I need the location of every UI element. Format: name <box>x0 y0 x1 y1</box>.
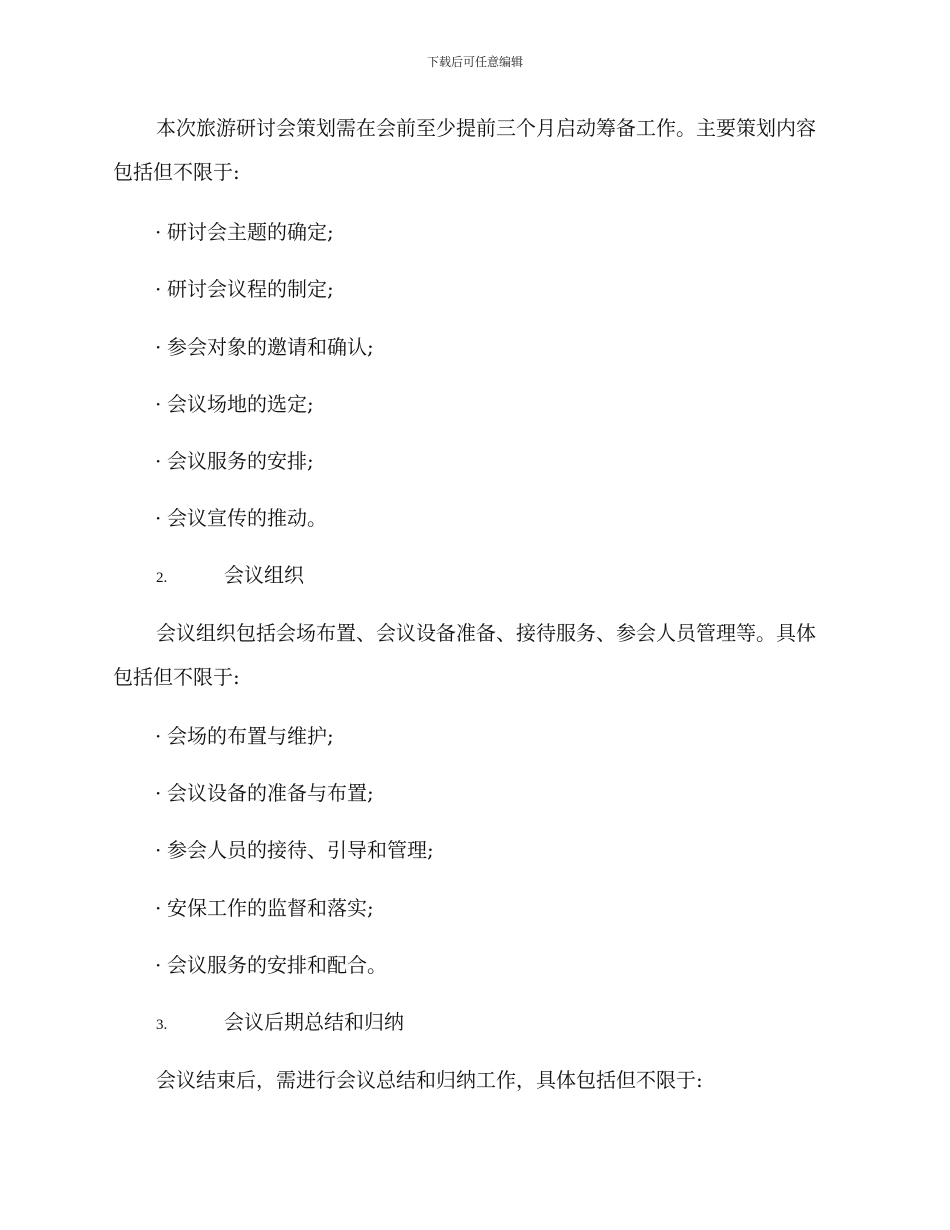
intro-paragraph <box>113 106 833 194</box>
bullet-marker: · <box>155 896 162 920</box>
list-item-text: 会议服务的安排; <box>167 449 314 473</box>
section-paragraph <box>113 1058 833 1102</box>
list-item <box>155 503 327 533</box>
section-heading <box>156 1007 404 1040</box>
list-item <box>155 835 434 865</box>
list-item-text: 会议场地的选定; <box>167 392 314 416</box>
section-paragraph-text: 会议组织包括会场布置、会议设备准备、接待服务、参会人员管理等。具体包括但不限于: <box>113 621 816 689</box>
list-item <box>155 389 314 419</box>
list-item <box>155 893 374 923</box>
list-item-text: 参会人员的接待、引导和管理; <box>167 838 434 862</box>
list-item-text: 会场的布置与维护; <box>167 724 334 748</box>
section-paragraph-text: 会议结束后，需进行会议总结和归纳工作，具体包括但不限于: <box>156 1068 703 1092</box>
section-number: 2. <box>156 570 168 586</box>
list-item <box>155 446 314 476</box>
bullet-marker: · <box>155 449 162 473</box>
list-item <box>155 217 334 247</box>
bullet-marker: · <box>155 781 162 805</box>
section-number: 3. <box>156 1017 168 1033</box>
bullet-marker: · <box>155 392 162 416</box>
bullet-marker: · <box>155 838 162 862</box>
intro-text: 本次旅游研讨会策划需在会前至少提前三个月启动筹备工作。主要策划内容包括但不限于: <box>113 116 816 184</box>
list-item-text: 会议宣传的推动。 <box>167 506 327 530</box>
bullet-marker: · <box>155 506 162 530</box>
bullet-marker: · <box>155 220 162 244</box>
section-heading <box>156 560 304 593</box>
list-item <box>155 332 374 362</box>
page-header: 下载后可任意编辑 <box>426 55 523 69</box>
list-item-text: 会议设备的准备与布置; <box>167 781 374 805</box>
list-item-text: 研讨会议程的制定; <box>167 277 334 301</box>
section-paragraph <box>113 611 833 699</box>
list-item-text: 参会对象的邀请和确认; <box>167 335 374 359</box>
list-item <box>155 274 334 304</box>
section-title: 会议后期总结和归纳 <box>224 1010 404 1034</box>
list-item-text: 安保工作的监督和落实; <box>167 896 374 920</box>
bullet-marker: · <box>155 953 162 977</box>
list-item <box>155 950 387 980</box>
bullet-marker: · <box>155 277 162 301</box>
list-item <box>155 778 374 808</box>
list-item <box>155 721 334 751</box>
list-item-text: 研讨会主题的确定; <box>167 220 334 244</box>
section-title: 会议组织 <box>224 563 304 587</box>
bullet-marker: · <box>155 724 162 748</box>
bullet-marker: · <box>155 335 162 359</box>
list-item-text: 会议服务的安排和配合。 <box>167 953 387 977</box>
